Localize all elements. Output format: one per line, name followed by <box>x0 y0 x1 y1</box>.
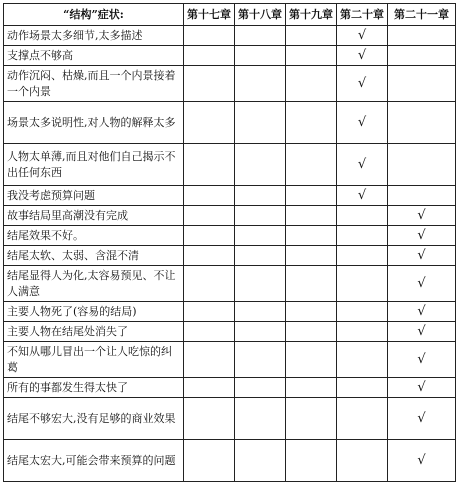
check-cell-chapter-20 <box>337 246 388 266</box>
table-row <box>4 266 456 302</box>
check-cell-chapter-17 <box>184 226 235 246</box>
checkmark-icon: √ <box>417 275 426 291</box>
check-cell-chapter-19 <box>286 144 337 186</box>
checkmark-icon: √ <box>417 351 426 367</box>
header-chapter-20: 第二十章 <box>337 4 388 26</box>
check-cell-chapter-19 <box>286 186 337 206</box>
table-row <box>4 46 456 66</box>
symptom-cell: 人物太单薄,而且对他们自己揭示不出任何东西 <box>4 144 184 186</box>
table-row <box>4 342 456 378</box>
symptom-cell: 场景太多说明性,对人物的解释太多 <box>4 102 184 144</box>
checkmark-icon: √ <box>357 47 367 63</box>
check-cell-chapter-19 <box>286 206 337 226</box>
check-cell-chapter-17 <box>184 322 235 342</box>
check-cell-chapter-18 <box>235 102 286 144</box>
check-cell-chapter-20 <box>337 440 388 482</box>
check-cell-chapter-21 <box>388 266 456 302</box>
check-cell-chapter-18 <box>235 26 286 46</box>
checkmark-icon: √ <box>417 207 426 223</box>
check-cell-chapter-21 <box>388 322 456 342</box>
check-cell-chapter-17 <box>184 144 235 186</box>
symptom-chapter-table <box>3 3 456 482</box>
check-cell-chapter-17 <box>184 102 235 144</box>
table-row <box>4 378 456 398</box>
check-cell-chapter-20 <box>337 398 388 440</box>
check-cell-chapter-19 <box>286 246 337 266</box>
symptom-cell: 结尾太软、太弱、含混不清 <box>4 246 184 266</box>
symptom-cell: 故事结局里高潮没有完成 <box>4 206 184 226</box>
check-cell-chapter-19 <box>286 102 337 144</box>
header-chapter-17: 第十七章 <box>184 4 235 26</box>
check-cell-chapter-20 <box>337 378 388 398</box>
check-cell-chapter-21 <box>388 302 456 322</box>
check-cell-chapter-21 <box>388 342 456 378</box>
check-cell-chapter-17 <box>184 26 235 46</box>
checkmark-icon: √ <box>357 187 367 203</box>
check-cell-chapter-19 <box>286 302 337 322</box>
checkmark-icon: √ <box>417 247 426 263</box>
symptom-cell: 动作场景太多细节,太多描述 <box>4 26 184 46</box>
check-cell-chapter-17 <box>184 378 235 398</box>
check-cell-chapter-20 <box>337 206 388 226</box>
check-cell-chapter-17 <box>184 66 235 102</box>
check-cell-chapter-21 <box>388 26 456 46</box>
check-cell-chapter-19 <box>286 440 337 482</box>
table-row <box>4 102 456 144</box>
check-cell-chapter-17 <box>184 206 235 226</box>
header-chapter-21: 第二十一章 <box>388 4 456 26</box>
symptom-cell: 支撑点不够高 <box>4 46 184 66</box>
check-cell-chapter-20 <box>337 46 388 66</box>
symptom-cell: 结尾显得人为化,太容易预见、不让人满意 <box>4 266 184 302</box>
check-cell-chapter-17 <box>184 398 235 440</box>
checkmark-icon: √ <box>417 227 426 243</box>
check-cell-chapter-18 <box>235 378 286 398</box>
check-cell-chapter-18 <box>235 144 286 186</box>
check-cell-chapter-20 <box>337 186 388 206</box>
check-cell-chapter-18 <box>235 246 286 266</box>
check-cell-chapter-20 <box>337 144 388 186</box>
check-cell-chapter-17 <box>184 186 235 206</box>
table-row <box>4 398 456 440</box>
check-cell-chapter-21 <box>388 46 456 66</box>
table-row <box>4 440 456 482</box>
check-cell-chapter-21 <box>388 440 456 482</box>
check-cell-chapter-18 <box>235 206 286 226</box>
check-cell-chapter-21 <box>388 246 456 266</box>
table-row <box>4 66 456 102</box>
check-cell-chapter-21 <box>388 226 456 246</box>
symptom-cell: 结尾太宏大,可能会带来预算的问题 <box>4 440 184 482</box>
check-cell-chapter-17 <box>184 266 235 302</box>
check-cell-chapter-21 <box>388 206 456 226</box>
checkmark-icon: √ <box>417 323 426 339</box>
check-cell-chapter-21 <box>388 378 456 398</box>
header-row <box>4 4 456 26</box>
check-cell-chapter-21 <box>388 186 456 206</box>
table-row <box>4 144 456 186</box>
check-cell-chapter-18 <box>235 186 286 206</box>
header-chapter-19: 第十九章 <box>286 4 337 26</box>
check-cell-chapter-19 <box>286 378 337 398</box>
check-cell-chapter-17 <box>184 46 235 66</box>
symptom-cell: 结尾不够宏大,没有足够的商业效果 <box>4 398 184 440</box>
checkmark-icon: √ <box>357 114 367 130</box>
table-body <box>4 26 456 482</box>
check-cell-chapter-17 <box>184 302 235 322</box>
check-cell-chapter-18 <box>235 322 286 342</box>
table-row <box>4 206 456 226</box>
checkmark-icon: √ <box>417 379 426 395</box>
symptom-cell: 所有的事都发生得太快了 <box>4 378 184 398</box>
check-cell-chapter-18 <box>235 342 286 378</box>
table-row <box>4 246 456 266</box>
checkmark-icon: √ <box>417 452 426 468</box>
check-cell-chapter-18 <box>235 398 286 440</box>
check-cell-chapter-18 <box>235 226 286 246</box>
check-cell-chapter-17 <box>184 342 235 378</box>
table-row <box>4 302 456 322</box>
symptom-cell: 结尾效果不好。 <box>4 226 184 246</box>
table-row <box>4 26 456 46</box>
check-cell-chapter-20 <box>337 266 388 302</box>
check-cell-chapter-20 <box>337 102 388 144</box>
check-cell-chapter-21 <box>388 398 456 440</box>
check-cell-chapter-19 <box>286 66 337 102</box>
check-cell-chapter-19 <box>286 322 337 342</box>
check-cell-chapter-21 <box>388 144 456 186</box>
check-cell-chapter-18 <box>235 66 286 102</box>
check-cell-chapter-19 <box>286 26 337 46</box>
check-cell-chapter-20 <box>337 302 388 322</box>
checkmark-icon: √ <box>417 303 426 319</box>
check-cell-chapter-18 <box>235 46 286 66</box>
checkmark-icon: √ <box>417 410 426 426</box>
check-cell-chapter-19 <box>286 342 337 378</box>
check-cell-chapter-17 <box>184 440 235 482</box>
check-cell-chapter-18 <box>235 302 286 322</box>
symptom-cell: 我没考虑预算问题 <box>4 186 184 206</box>
check-cell-chapter-19 <box>286 398 337 440</box>
check-cell-chapter-20 <box>337 342 388 378</box>
symptom-cell: 主要人物死了(容易的结局) <box>4 302 184 322</box>
header-symptom: “结构”症状: <box>4 4 184 26</box>
check-cell-chapter-21 <box>388 66 456 102</box>
symptom-cell: 主要人物在结尾处消失了 <box>4 322 184 342</box>
table-row <box>4 226 456 246</box>
check-cell-chapter-18 <box>235 266 286 302</box>
check-cell-chapter-17 <box>184 246 235 266</box>
symptom-cell: 不知从哪儿冒出一个让人吃惊的纠葛 <box>4 342 184 378</box>
table-row <box>4 186 456 206</box>
check-cell-chapter-19 <box>286 226 337 246</box>
checkmark-icon: √ <box>357 27 367 43</box>
checkmark-icon: √ <box>357 156 367 172</box>
symptom-cell: 动作沉闷、枯燥,而且一个内景接着一个内景 <box>4 66 184 102</box>
check-cell-chapter-19 <box>286 46 337 66</box>
checkmark-icon: √ <box>357 75 367 91</box>
check-cell-chapter-18 <box>235 440 286 482</box>
check-cell-chapter-20 <box>337 322 388 342</box>
check-cell-chapter-20 <box>337 226 388 246</box>
check-cell-chapter-20 <box>337 26 388 46</box>
check-cell-chapter-21 <box>388 102 456 144</box>
check-cell-chapter-20 <box>337 66 388 102</box>
table-row <box>4 322 456 342</box>
check-cell-chapter-19 <box>286 266 337 302</box>
header-chapter-18: 第十八章 <box>235 4 286 26</box>
